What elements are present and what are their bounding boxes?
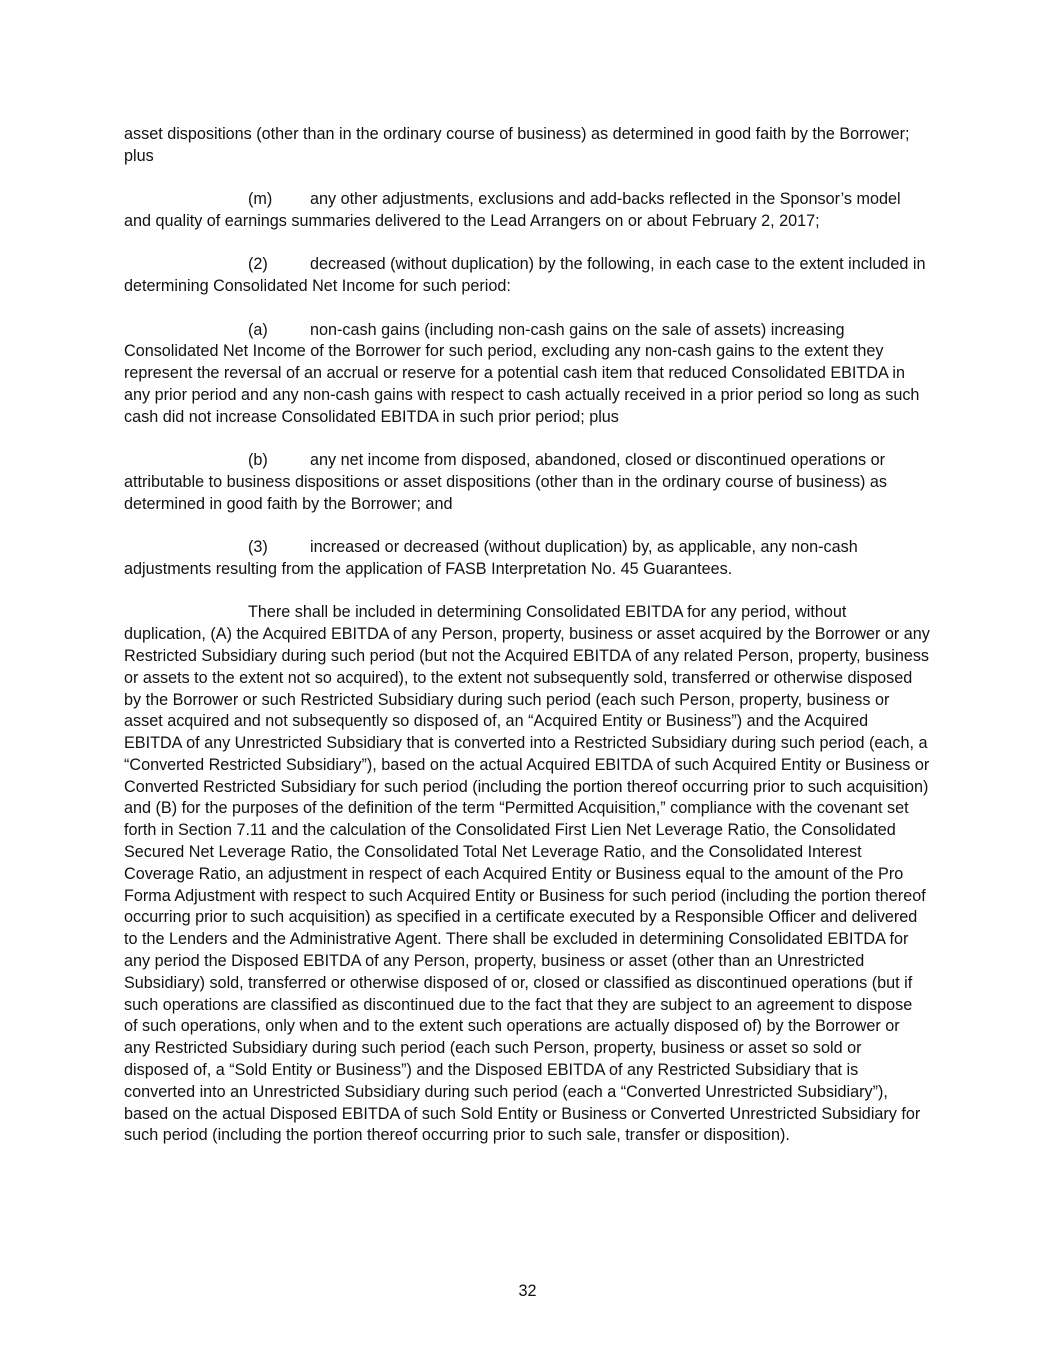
paragraph-text: any net income from disposed, abandoned, closed or discontinued operations or attributable to business dispositions or asset dispositions (other than in the ordinary course of business) as determined in good faith by the Borrower; and [124, 451, 888, 513]
paragraph-clause-m [124, 189, 930, 233]
paragraph-text: asset dispositions (other than in the ordinary course of business) as determined in good faith by the Borrower; plus [124, 125, 910, 165]
paragraph-continuation [124, 124, 930, 168]
clause-label: (a) [248, 320, 268, 339]
page-number: 32 [518, 1282, 537, 1300]
clause-label: (3) [248, 538, 268, 557]
paragraph-text: any other adjustments, exclusions and add-backs reflected in the Sponsor’s model and quality of earnings summaries delivered to the Lead Arrangers on or about February 2, 2017; [124, 190, 901, 230]
paragraph-text: There shall be included in determining Consolidated EBITDA for any period, without duplication, (A) the Acquired EBITDA of any Person, property, business or asset acquired by the Borrower or any Restricted Subsidiary during such period (but not the Acquired EBITDA of any related Person, property, business or assets to the extent not so acquired), to the extent not subsequently sold, transferred or otherwise disposed by the Borrower or such Restricted Subsidiary during such period (each such Person, property, business or asset acquired and not subsequently so disposed of, an “Acquired Entity or Business”) and the Acquired EBITDA of any Unrestricted Subsidiary that is converted into a Restricted Subsidiary during such period (each, a “Converted Restricted Subsidiary”), based on the actual Acquired EBITDA of such Acquired Entity or Business or Converted Restricted Subsidiary for such period (including the portion thereof occurring prior to such acquisition) and (B) for the purposes of the definition of the term “Permitted Acquisition,” compliance with the covenant set forth in Section 7.11 and the calculation of the Consolidated First Lien Net Leverage Ratio, the Consolidated Secured Net Leverage Ratio, the Consolidated Total Net Leverage Ratio, and the Consolidated Interest Coverage Ratio, an adjustment in respect of each Acquired Entity or Business equal to the amount of the Pro Forma Adjustment with respect to such Acquired Entity or Business for such period (including the portion thereof occurring prior to such acquisition) as specified in a certificate executed by a Responsible Officer and delivered to the Lenders and the Administrative Agent. There shall be excluded in determining Consolidated EBITDA for any period the Disposed EBITDA of any Person, property, business or asset (other than an Unrestricted Subsidiary) sold, transferred or otherwise disposed of or, closed or classified as discontinued operations (but if such operations are classified as discontinued due to the fact that they are subject to an agreement to dispose of such operations, only when and to the extent such operations are actually disposed of) by the Borrower or any Restricted Subsidiary during such period (each such Person, property, business or asset so sold or disposed of, a “Sold Entity or Business”) and the Disposed EBITDA of any Restricted Subsidiary that is converted into an Unrestricted Subsidiary during such period (each a “Converted Unrestricted Subsidiary”), based on the actual Disposed EBITDA of such Sold Entity or Business or Converted Unrestricted Subsidiary for such period (including the portion thereof occurring prior to such sale, transfer or disposition). [124, 603, 930, 1145]
clause-label: (2) [248, 255, 268, 274]
paragraph-clause-a [124, 320, 930, 429]
paragraph-text: decreased (without duplication) by the following, in each case to the extent included in determining Consolidated Net Income for such period: [124, 255, 926, 296]
paragraph-text: increased or decreased (without duplication) by, as applicable, any non-cash adjustments resulting from the application of FASB Interpretation No. 45 Guarantees. [124, 538, 858, 578]
paragraph-clause-2 [124, 254, 930, 298]
document-page [124, 124, 930, 1169]
paragraph-text: non-cash gains (including non-cash gains on the sale of assets) increasing Consolidated Net Income of the Borrower for such period, excluding any non-cash gains to the extent they represent the reversal of an accrual or reserve for a potential cash item that reduced Consolidated EBITDA in any prior period and any non-cash gains with respect to cash actually received in a prior period so long as such cash did not increase Consolidated EBITDA in such prior period; plus [124, 320, 920, 426]
paragraph-clause-3 [124, 537, 930, 581]
paragraph-ebitda-inclusion [124, 602, 930, 1147]
clause-label: (b) [248, 451, 268, 470]
paragraph-clause-b [124, 450, 930, 515]
clause-label: (m) [248, 190, 273, 209]
